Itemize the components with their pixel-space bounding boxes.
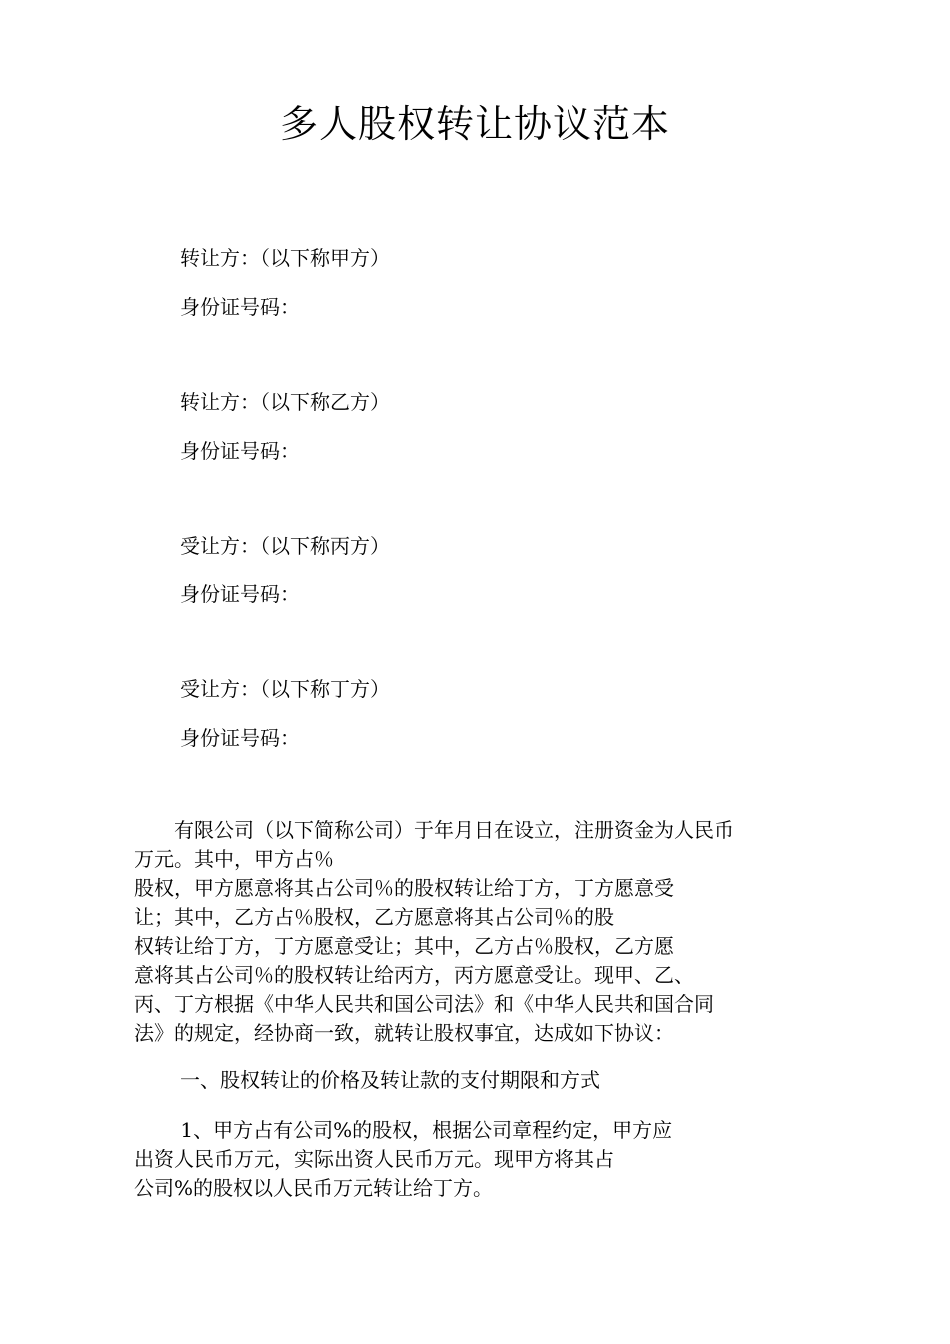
clause-line: 出资人民币万元，实际出资人民币万元。现甲方将其占 (134, 1147, 614, 1171)
party-c-role: 受让方：（以下称丙方） (180, 534, 390, 558)
intro-line: 法》的规定，经协商一致，就转让股权事宜，达成如下协议： (134, 1021, 674, 1045)
document-title: 多人股权转让协议范本 (279, 102, 670, 146)
party-a-id-label: 身份证号码： (180, 295, 300, 319)
clause-1-paragraph (134, 1116, 672, 1203)
party-d-id-label: 身份证号码： (180, 726, 300, 750)
section-heading: 一、股权转让的价格及转让款的支付期限和方式 (180, 1068, 600, 1092)
clause-line: 公司%的股权以人民币万元转让给丁方。 (134, 1176, 494, 1200)
intro-line: 有限公司（以下简称公司）于年月日在设立，注册资金为人民币 (134, 818, 734, 842)
party-a-role: 转让方：（以下称甲方） (180, 246, 390, 270)
intro-line: 股权，甲方愿意将其占公司％的股权转让给丁方，丁方愿意受 (134, 876, 674, 900)
party-c-id-label: 身份证号码： (180, 582, 300, 606)
party-b-id-label: 身份证号码： (180, 439, 300, 463)
intro-paragraph (134, 816, 734, 1048)
intro-line: 权转让给丁方，丁方愿意受让；其中，乙方占％股权，乙方愿 (134, 934, 674, 958)
intro-line: 万元。其中，甲方占％ (134, 847, 334, 871)
party-b-role: 转让方：（以下称乙方） (180, 390, 390, 414)
intro-line: 丙、丁方根据《中华人民共和国公司法》和《中华人民共和国合同 (134, 992, 714, 1016)
clause-line: 1、甲方占有公司%的股权，根据公司章程约定，甲方应 (134, 1118, 673, 1142)
party-d-role: 受让方：（以下称丁方） (180, 677, 390, 701)
intro-line: 让；其中，乙方占％股权，乙方愿意将其占公司％的股 (134, 905, 614, 929)
intro-line: 意将其占公司％的股权转让给丙方，丙方愿意受让。现甲、乙、 (134, 963, 694, 987)
